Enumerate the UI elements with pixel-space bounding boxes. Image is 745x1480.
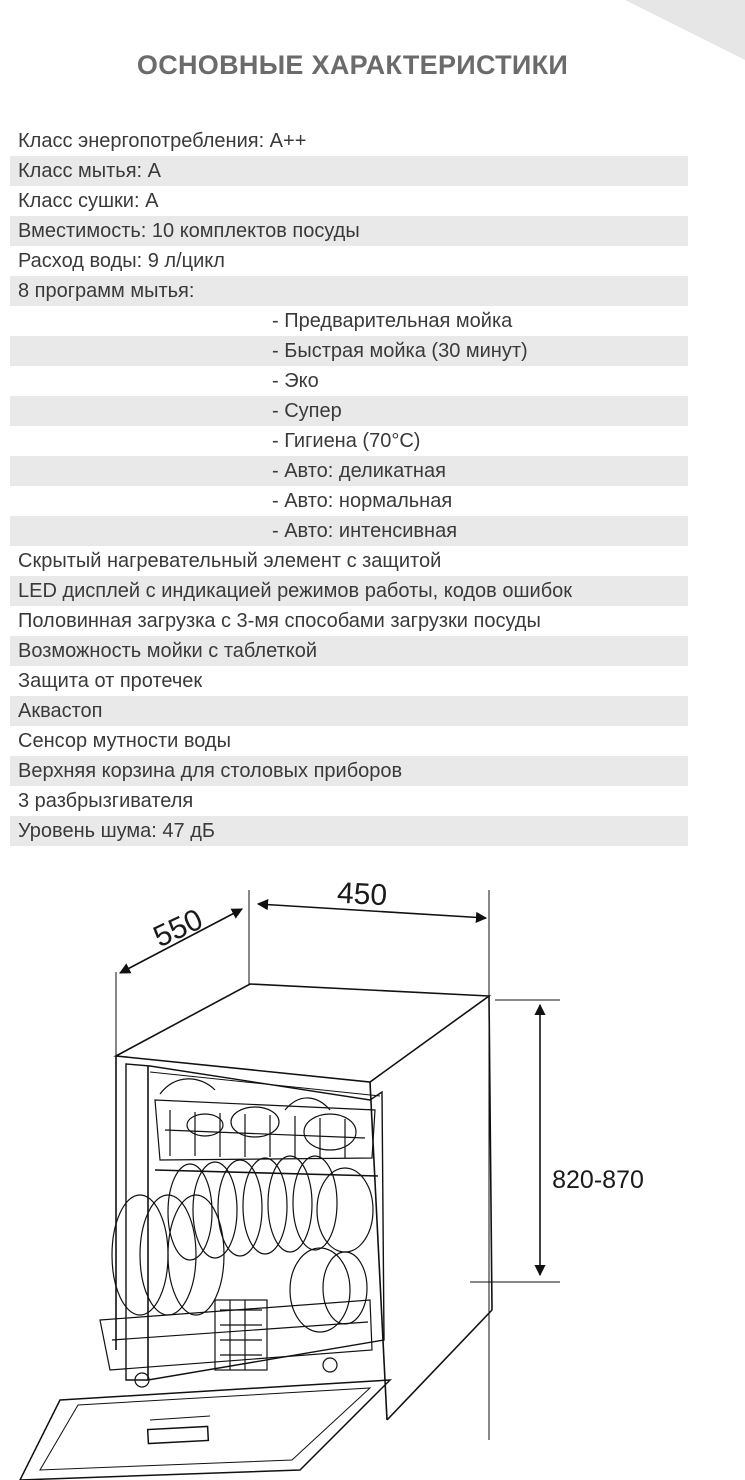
upper-basket [155, 1079, 378, 1176]
spec-row: - Супер [10, 396, 688, 426]
spec-row: Защита от протечек [18, 670, 203, 692]
spec-row: - Гигиена (70°C) [272, 430, 421, 452]
spec-row: Класс мытья: А [10, 156, 688, 186]
spec-row: Уровень шума: 47 дБ [10, 816, 688, 846]
spec-row: - Авто: деликатная [10, 456, 688, 486]
spec-row: Скрытый нагревательный элемент с защитой [18, 550, 442, 572]
spec-row: - Быстрая мойка (30 минут) [10, 336, 688, 366]
spec-row: Половинная загрузка с 3-мя способами загрузки посуды [18, 610, 541, 632]
spec-row: Верхняя корзина для столовых приборов [10, 756, 688, 786]
spec-row: - Эко [272, 370, 319, 392]
spec-row: 3 разбрызгивателя [18, 790, 194, 812]
dishwasher-diagram [0, 860, 745, 1480]
depth-label: 550 [148, 902, 208, 954]
page-title: ОСНОВНЫЕ ХАРАКТЕРИСТИКИ [136, 50, 569, 80]
spec-row: Сенсор мутности воды [18, 730, 231, 752]
spec-row: LED дисплей с индикацией режимов работы, кодов ошибок [10, 576, 688, 606]
width-label: 450 [336, 876, 388, 913]
spec-row: Класс сушки: А [18, 190, 159, 212]
open-door [20, 1380, 390, 1480]
spec-row: - Предварительная мойка [272, 310, 513, 332]
lower-basket [100, 1156, 373, 1387]
spec-row: Возможность мойки с таблеткой [10, 636, 688, 666]
dimension-lines [116, 890, 560, 1440]
height-label: 820-870 [552, 1166, 644, 1194]
spec-row: - Авто: нормальная [272, 490, 453, 512]
spec-row: Класс энергопотребления: A++ [18, 130, 307, 152]
spec-row: Вместимость: 10 комплектов посуды [10, 216, 688, 246]
spec-row: Аквастоп [10, 696, 688, 726]
spec-row: 8 программ мытья: [10, 276, 688, 306]
spec-list [10, 126, 688, 846]
spec-row: Расход воды: 9 л/цикл [18, 250, 225, 272]
spec-row: - Авто: интенсивная [10, 516, 688, 546]
